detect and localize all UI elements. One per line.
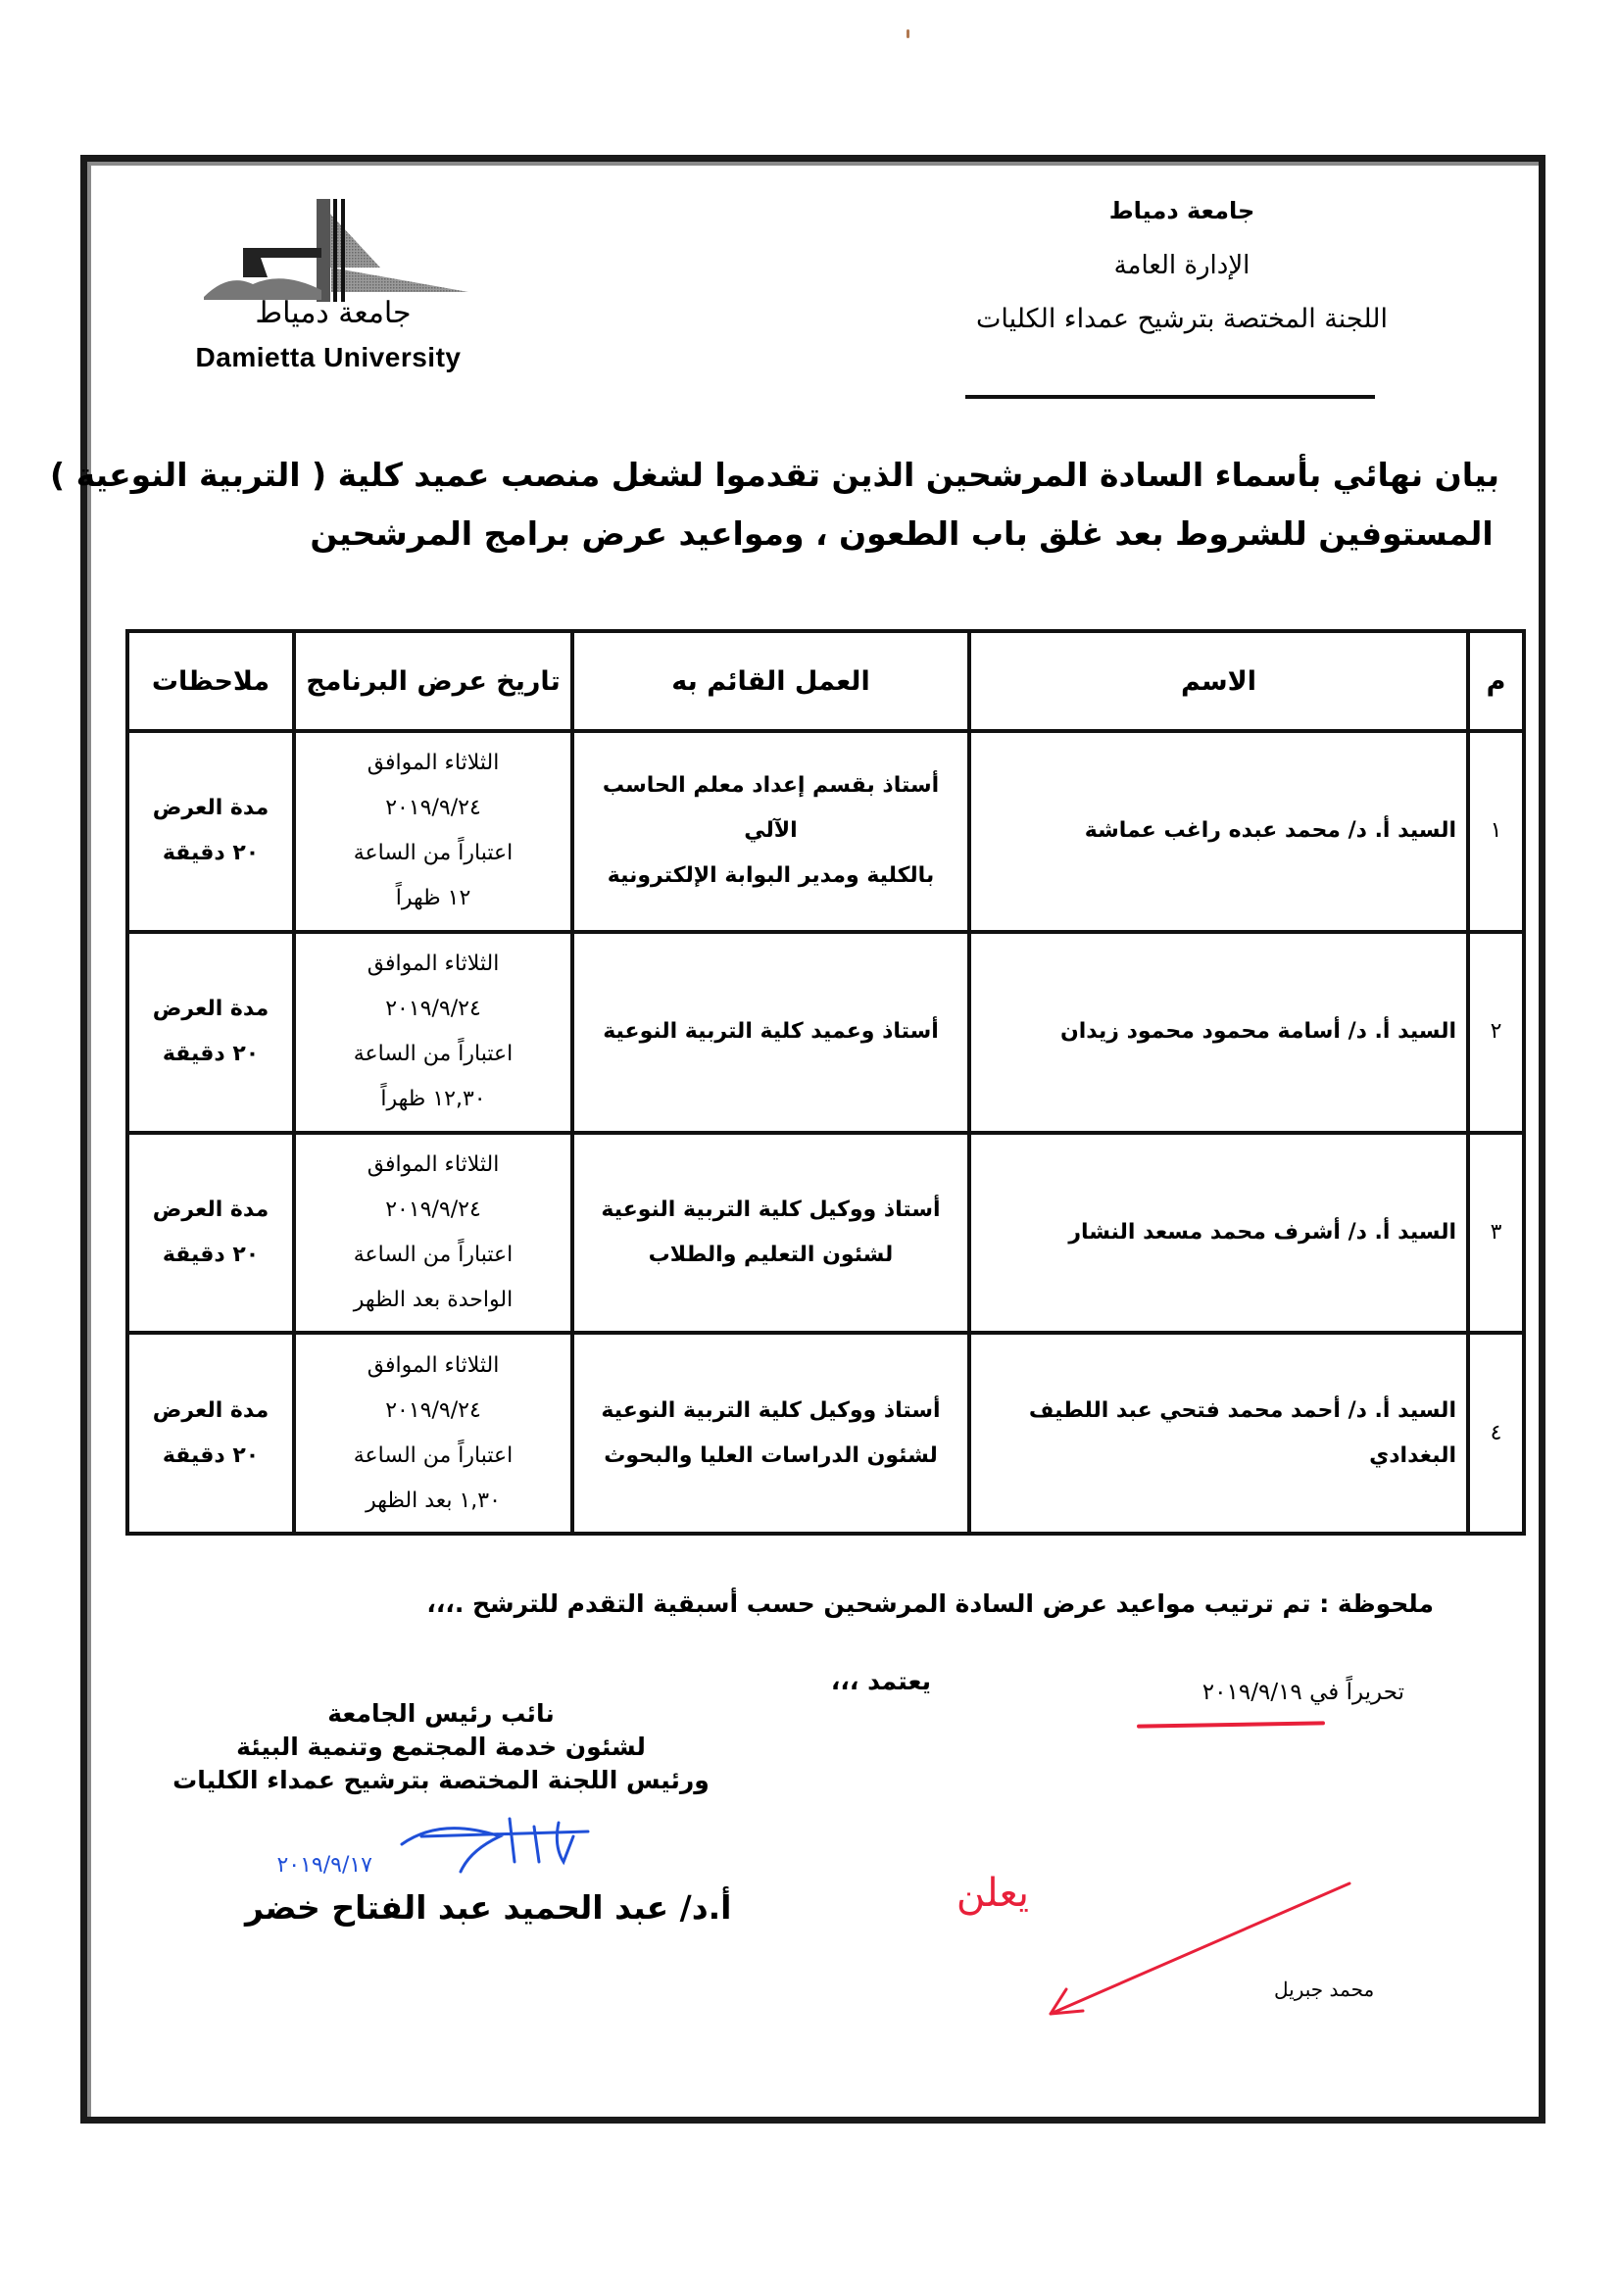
- note-text: ملحوظة : تم ترتيب مواعيد عرض السادة المرشحين حسب أسبقية التقدم للترشح .،،،: [426, 1589, 1434, 1618]
- header-name: الاسم: [969, 631, 1468, 731]
- candidate-job: [572, 932, 969, 1133]
- remarks: [127, 1333, 294, 1534]
- red-annotation-text: يعلن: [956, 1871, 1029, 1916]
- remark-line: مدة العرض: [152, 796, 270, 821]
- header-date: تاريخ عرض البرنامج: [294, 631, 572, 731]
- date-line: الثلاثاء الموافق: [367, 1151, 500, 1177]
- date-line: اعتباراً من الساعة: [353, 1442, 514, 1468]
- date-line: ٢٠١٩/٩/٢٤: [385, 997, 481, 1022]
- table-row: [127, 731, 1524, 932]
- candidate-name: السيد أ. د/ أشرف محمد مسعد النشار: [969, 1133, 1468, 1334]
- approval-label: يعتمد ،،،: [830, 1667, 931, 1695]
- table-row: [127, 1333, 1524, 1534]
- candidate-name: السيد أ. د/ أحمد محمد فتحي عبد اللطيف البغدادي: [969, 1333, 1468, 1534]
- candidate-job: [572, 1133, 969, 1334]
- remark-line: مدة العرض: [152, 997, 270, 1022]
- signature-date: ٢٠١٩/٩/١٧: [276, 1853, 372, 1878]
- header-num: م: [1468, 631, 1524, 731]
- signer-title-line: نائب رئيس الجامعة: [327, 1699, 555, 1728]
- presentation-date: [294, 1333, 572, 1534]
- remark-line: ٢٠ دقيقة: [162, 1442, 260, 1468]
- committee-name: اللجنة المختصة بترشيح عمداء الكليات: [975, 304, 1389, 334]
- date-line: ١٢,٣٠ ظهراً: [380, 1087, 486, 1112]
- date-line: اعتباراً من الساعة: [353, 841, 514, 866]
- job-line: أستاذ وعميد كلية التربية النوعية: [603, 1019, 939, 1045]
- remark-line: مدة العرض: [152, 1397, 270, 1423]
- date-line: الواحدة بعد الظهر: [353, 1287, 514, 1312]
- remark-line: مدة العرض: [152, 1197, 270, 1222]
- table-row: [127, 1133, 1524, 1334]
- signer-name: أ.د/ عبد الحميد عبد الفتاح خضر: [245, 1888, 732, 1927]
- signer-title-line: ورئيس اللجنة المختصة بترشيح عمداء الكليات: [172, 1766, 710, 1794]
- clerk-name: محمد جبريل: [1274, 1978, 1375, 2001]
- presentation-date: [294, 1133, 572, 1334]
- date-line: اعتباراً من الساعة: [353, 1242, 514, 1267]
- remark-line: ٢٠ دقيقة: [162, 1242, 260, 1267]
- job-line: أستاذ بقسم إعداد معلم الحاسب الآلي: [602, 773, 940, 844]
- remarks: [127, 731, 294, 932]
- row-number: ٢: [1468, 932, 1524, 1133]
- signer-title-line: لشئون خدمة المجتمع وتنمية البيئة: [236, 1733, 646, 1761]
- logo-arabic-text: جامعة دمياط: [255, 296, 412, 330]
- date-line: ٢٠١٩/٩/٢٤: [385, 1197, 481, 1222]
- university-logo: [184, 184, 468, 312]
- red-pen-annotation: [956, 1842, 1411, 2038]
- job-line: أستاذ ووكيل كلية التربية النوعية: [601, 1197, 941, 1222]
- date-line: ١,٣٠ بعد الظهر: [366, 1488, 501, 1513]
- job-line: لشئون التعليم والطلاب: [648, 1242, 894, 1267]
- job-line: بالكلية ومدير البوابة الإلكترونية: [607, 863, 935, 889]
- header-job: العمل القائم به: [572, 631, 969, 731]
- row-number: ٤: [1468, 1333, 1524, 1534]
- job-line: أستاذ ووكيل كلية التربية النوعية: [601, 1397, 941, 1423]
- row-number: ١: [1468, 731, 1524, 932]
- remarks: [127, 932, 294, 1133]
- date-line: الثلاثاء الموافق: [367, 751, 500, 776]
- table-row: [127, 932, 1524, 1133]
- table-header-row: [127, 631, 1524, 731]
- row-number: ٣: [1468, 1133, 1524, 1334]
- handwritten-signature: [276, 1811, 598, 1880]
- scan-speck: [907, 29, 909, 38]
- candidate-job: [572, 1333, 969, 1534]
- date-line: الثلاثاء الموافق: [367, 1352, 500, 1378]
- date-line: الثلاثاء الموافق: [367, 952, 500, 977]
- remark-line: ٢٠ دقيقة: [162, 1042, 260, 1067]
- presentation-date: [294, 731, 572, 932]
- job-line: لشئون الدراسات العليا والبحوث: [604, 1442, 938, 1468]
- signer-title: [167, 1697, 715, 1797]
- logo-english-text: Damietta University: [195, 342, 462, 372]
- candidate-name: السيد أ. د/ محمد عبده راغب عماشة: [969, 731, 1468, 932]
- date-line: ٢٠١٩/٩/٢٤: [385, 796, 481, 821]
- remarks: [127, 1133, 294, 1334]
- date-line: ٢٠١٩/٩/٢٤: [385, 1397, 481, 1423]
- document-title: [50, 446, 1499, 563]
- header-remarks: ملاحظات: [127, 631, 294, 731]
- department-name: الإدارة العامة: [1113, 251, 1250, 280]
- candidate-job: [572, 731, 969, 932]
- date-line: اعتباراً من الساعة: [353, 1042, 514, 1067]
- presentation-date: [294, 932, 572, 1133]
- header-divider: [965, 395, 1375, 399]
- title-line-2: المستوفين للشروط بعد غلق باب الطعون ، ومواعيد عرض برامج المرشحين: [310, 514, 1494, 553]
- candidates-table: [125, 629, 1526, 1536]
- university-name: جامعة دمياط: [1108, 197, 1255, 224]
- date-line: ١٢ ظهراً: [395, 886, 471, 911]
- letterhead: [966, 196, 1397, 337]
- written-date: تحريراً في ٢٠١٩/٩/١٩: [1201, 1680, 1404, 1705]
- candidate-name: السيد أ. د/ أسامة محمود محمود زيدان: [969, 932, 1468, 1133]
- remark-line: ٢٠ دقيقة: [162, 841, 260, 866]
- title-line-1: بيان نهائي بأسماء السادة المرشحين الذين تقدموا لشغل منصب عميد كلية ( التربية النوعية ): [50, 456, 1499, 494]
